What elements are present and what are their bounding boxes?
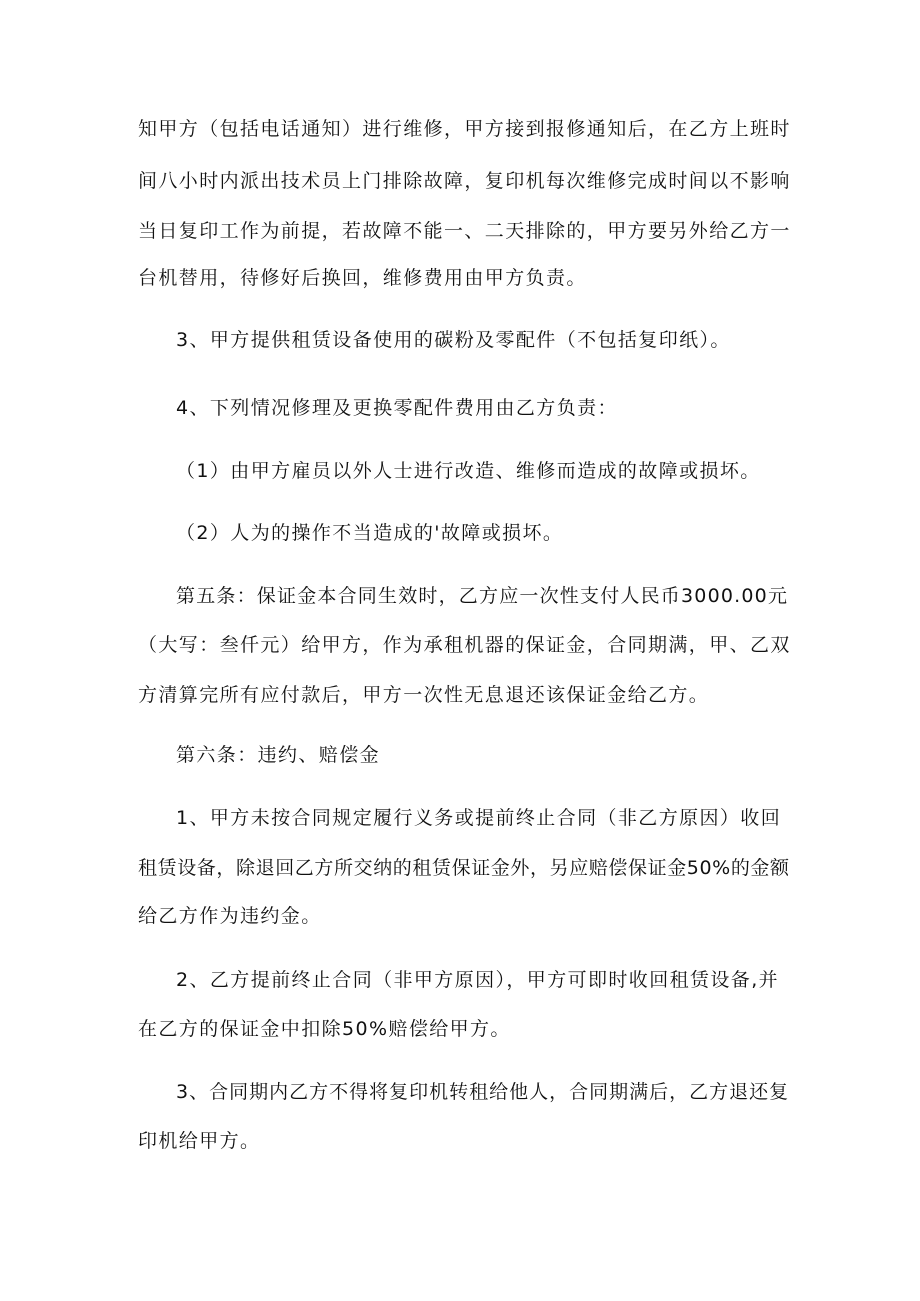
text-line: 给乙方作为违约金。 — [138, 905, 322, 927]
text-line: 3、合同期内乙方不得将复印机转租给他人，合同期满后，乙方退还复 — [176, 1081, 790, 1103]
text-line: 台机替用，待修好后换回，维修费用由甲方负责。 — [138, 267, 587, 289]
text-line: 第六条：违约、赔偿金 — [176, 744, 381, 766]
text-line: 知甲方（包括电话通知）进行维修，甲方接到报修通知后，在乙方上班时 — [138, 118, 791, 140]
text-line: 1、甲方未按合同规定履行义务或提前终止合同（非乙方原因）收回 — [176, 807, 782, 829]
text-line: 当日复印工作为前提，若故障不能一、二天排除的，甲方要另外给乙方一 — [138, 220, 791, 242]
text-line: 2、乙方提前终止合同（非甲方原因），甲方可即时收回租赁设备,并 — [176, 969, 780, 991]
text-line: （1）由甲方雇员以外人士进行改造、维修而造成的故障或损坏。 — [176, 460, 761, 482]
text-line: 租赁设备，除退回乙方所交纳的租赁保证金外，另应赔偿保证金50%的金额 — [138, 857, 790, 879]
text-line: 在乙方的保证金中扣除50%赔偿给甲方。 — [138, 1018, 511, 1040]
text-line: 印机给甲方。 — [138, 1130, 261, 1152]
text-line: 第五条：保证金本合同生效时，乙方应一次性支付人民币3000.00元 — [176, 585, 789, 607]
text-line: 3、甲方提供租赁设备使用的碳粉及零配件（不包括复印纸）。 — [176, 329, 731, 351]
text-line: （大写：叁仟元）给甲方，作为承租机器的保证金，合同期满，甲、乙双 — [138, 634, 791, 656]
text-line: 间八小时内派出技术员上门排除故障，复印机每次维修完成时间以不影响 — [138, 170, 791, 192]
text-line: 4、下列情况修理及更换零配件费用由乙方负责： — [176, 397, 618, 419]
text-line: 方清算完所有应付款后，甲方一次性无息退还该保证金给乙方。 — [138, 684, 710, 706]
text-line: （2）人为的操作不当造成的'故障或损坏。 — [176, 522, 564, 544]
